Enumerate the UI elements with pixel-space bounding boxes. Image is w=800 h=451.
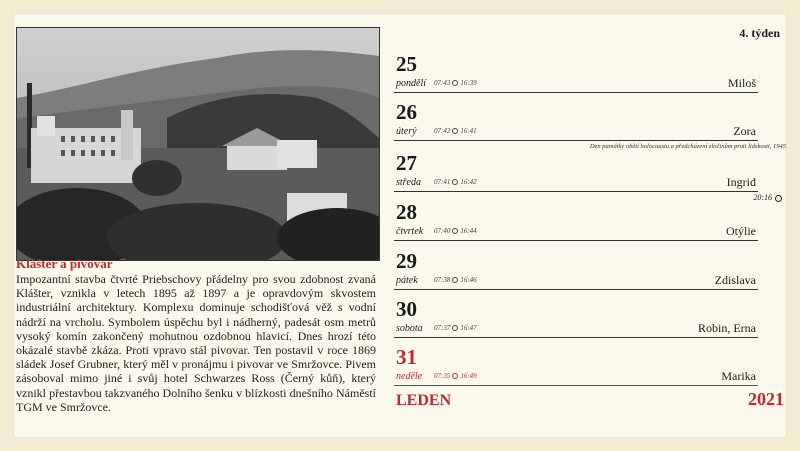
- sun-icon: [452, 228, 458, 234]
- nameday: Otýlie: [726, 224, 756, 238]
- nameday: Robin, Erna: [698, 321, 756, 335]
- day-25: [394, 52, 758, 102]
- day-row: [394, 175, 758, 192]
- holiday-note: Den památky obětí holocaustu a předcházení zločinům proti lidskosti, 1945: [589, 143, 786, 150]
- day-29: [394, 249, 758, 299]
- day-number: 31: [396, 345, 417, 369]
- day-name: sobota: [396, 323, 423, 334]
- day-30: [394, 297, 758, 347]
- day-row: [394, 321, 758, 338]
- sun-icon: [452, 179, 458, 185]
- day-row: [394, 224, 758, 241]
- sun-icon: [452, 373, 458, 379]
- month-label: LEDEN: [396, 392, 452, 409]
- sun-times: 07:40 16:44: [434, 227, 477, 235]
- day-row: [394, 369, 758, 386]
- day-row: [394, 273, 758, 290]
- sun-times: 07:38 16:46: [434, 276, 477, 284]
- day-name: čtvrtek: [396, 226, 424, 237]
- day-31: [394, 345, 758, 395]
- sun-times: 07:42 16:41: [434, 127, 477, 135]
- nameday: Marika: [721, 369, 756, 383]
- nameday: Ingrid: [726, 175, 756, 189]
- day-number: 29: [396, 249, 417, 273]
- full-moon-icon: [775, 195, 782, 202]
- day-number: 30: [396, 297, 417, 321]
- nameday: Zora: [733, 124, 756, 138]
- day-name: neděle: [396, 371, 423, 382]
- day-number: 25: [396, 52, 417, 76]
- sun-times: 07:35 16:49: [434, 372, 477, 380]
- day-row: [394, 124, 758, 141]
- sun-times: 07:41 16:42: [434, 178, 477, 186]
- day-name: úterý: [396, 126, 417, 137]
- day-row: [394, 76, 758, 93]
- day-number: 26: [396, 100, 417, 124]
- caption-title: Klášter a pivovar: [16, 256, 113, 271]
- sun-times: 07:43 16:39: [434, 79, 477, 87]
- day-27: [394, 151, 758, 201]
- sun-icon: [452, 277, 458, 283]
- nameday: Miloš: [727, 76, 756, 90]
- day-name: pátek: [396, 275, 418, 286]
- day-name: pondělí: [396, 78, 426, 89]
- day-name: středa: [396, 177, 421, 188]
- nameday: Zdislava: [714, 273, 756, 287]
- year-label: 2021: [748, 389, 784, 409]
- moon-phase: 20:16: [753, 193, 782, 202]
- caption-text: Impozantní stavba čtvrté Priebschovy přádelny pro svou zdobnost zvaná Klášter, vznikla v letech 1895 až 1897 a je opravdovým skvostem industriální architektury. Komplexu dominuje schodišťová věž s vodní nádrží na vrcholu. Symbolem úspěchu byl i nádherný, padesát osm metrů vysoký komín zakončený mohutnou ozdobnou hlavicí. Dnes hrozí této okázalé stavbě zkáza. Proti vpravo stál pivovar. Ten postavil v roce 1869 sládek Josef Grubner, který měl v pronájmu i pivovar ve Smržovce. Pivem zásoboval mimo jiné i svůj hotel Schwarzes Ross (Černý kůň), který vznikl přestavbou takzvaného Dolního šenku v blízkosti dnešního Náměstí TGM ve Smržovce.: [16, 272, 376, 414]
- day-28: [394, 200, 758, 250]
- photo-illustration: [17, 28, 379, 260]
- day-number: 27: [396, 151, 417, 175]
- sun-icon: [452, 128, 458, 134]
- historic-photo: [16, 27, 380, 261]
- sun-icon: [452, 325, 458, 331]
- sun-icon: [452, 80, 458, 86]
- sun-times: 07:37 16:47: [434, 324, 477, 332]
- week-label: 4. týden: [739, 26, 780, 40]
- day-number: 28: [396, 200, 417, 224]
